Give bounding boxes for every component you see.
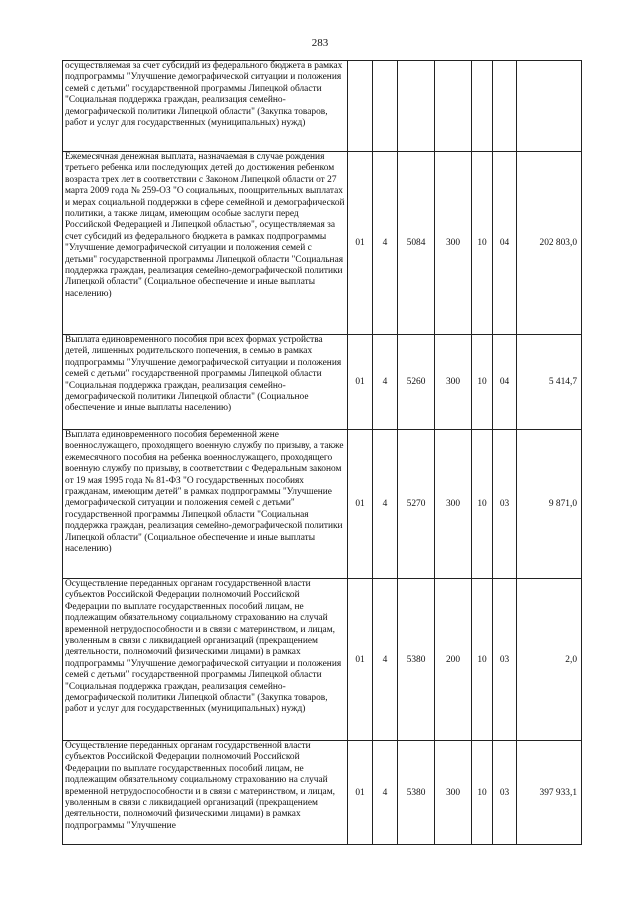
table-row bbox=[63, 152, 582, 335]
section-cell: 10 bbox=[472, 579, 493, 741]
expense-type-cell bbox=[435, 61, 472, 152]
subsection-cell bbox=[493, 61, 517, 152]
subprogram-code-cell: 4 bbox=[373, 741, 398, 845]
subprogram-code-cell: 4 bbox=[373, 430, 398, 579]
subsection-cell: 03 bbox=[493, 579, 517, 741]
amount-cell: 9 871,0 bbox=[517, 430, 582, 579]
row-description: Выплата единовременного пособия при всех формах устройства детей, лишенных родительского попечения, в семью в рамках подпрограммы "Улучшение демографической ситуации и положения семей с детьми" государственной программы Липецкой области "Социальная поддержка граждан, реализация семейно-демографической политики Липецкой области" (Социальное обеспечение и иные выплаты населению) bbox=[63, 335, 348, 430]
subprogram-code-cell: 4 bbox=[373, 335, 398, 430]
row-description: осуществляемая за счет субсидий из федерального бюджета в рамках подпрограммы "Улучшение демографической ситуации и положения семей с детьми" государственной программы Липецкой области "Социальная поддержка граждан, реализация семейно-демографической политики Липецкой области" (Закупка товаров, работ и услуг для государственных (муниципальных) нужд) bbox=[63, 61, 348, 152]
page-number: 283 bbox=[311, 37, 329, 49]
amount-cell: 5 414,7 bbox=[517, 335, 582, 430]
row-description: Осуществление переданных органам государственной власти субъектов Российской Федерации полномочий Российской Федерации по выплате государственных пособий лицам, не подлежащим обязательному социальному страхованию на случай временной нетрудоспособности и в связи с материнством, и лицам, уволенным в связи с ликвидацией организаций (прекращением деятельности, полномочий физическими лицами) в рамках подпрограммы "Улучшение bbox=[63, 741, 348, 845]
amount-cell: 202 803,0 bbox=[517, 152, 582, 335]
expense-type-cell: 300 bbox=[435, 335, 472, 430]
budget-table bbox=[62, 60, 582, 845]
section-cell: 10 bbox=[472, 152, 493, 335]
subprogram-code-cell bbox=[373, 61, 398, 152]
expense-type-cell: 300 bbox=[435, 430, 472, 579]
program-code-cell: 01 bbox=[348, 579, 373, 741]
table-row bbox=[63, 430, 582, 579]
subsection-cell: 04 bbox=[493, 335, 517, 430]
direction-code-cell: 5260 bbox=[398, 335, 435, 430]
section-cell bbox=[472, 61, 493, 152]
section-cell: 10 bbox=[472, 335, 493, 430]
section-cell: 10 bbox=[472, 430, 493, 579]
expense-type-cell: 300 bbox=[435, 741, 472, 845]
subsection-cell: 04 bbox=[493, 152, 517, 335]
program-code-cell: 01 bbox=[348, 335, 373, 430]
amount-cell: 397 933,1 bbox=[517, 741, 582, 845]
program-code-cell bbox=[348, 61, 373, 152]
table-row bbox=[63, 61, 582, 152]
subprogram-code-cell: 4 bbox=[373, 152, 398, 335]
subsection-cell: 03 bbox=[493, 430, 517, 579]
row-description: Ежемесячная денежная выплата, назначаемая в случае рождения третьего ребенка или последующих детей до достижения ребенком возраста трех лет в соответствии с Законом Липецкой области от 27 марта 2009 года № 259-ОЗ "О социальных, поощрительных выплатах и мерах социальной поддержки в сфере семейной и демографической политики, а также лицам, имеющим особые заслуги перед Российской Федерацией и Липецкой областью", осуществляемая за счет субсидий из федерального бюджета в рамках подпрограммы "Улучшение демографической ситуации и положения семей с детьми" государственной программы Липецкой области "Социальная поддержка граждан, реализация семейно-демографической политики Липецкой области" (Социальное обеспечение и иные выплаты населению) bbox=[63, 152, 348, 335]
program-code-cell: 01 bbox=[348, 152, 373, 335]
table-row bbox=[63, 741, 582, 845]
direction-code-cell: 5380 bbox=[398, 741, 435, 845]
table-row bbox=[63, 335, 582, 430]
row-description: Выплата единовременного пособия беременной жене военнослужащего, проходящего военную службу по призыву, а также ежемесячного пособия на ребенка военнослужащего, проходящего военную службу по призыву, в соответствии с Федеральным законом от 19 мая 1995 года № 81-ФЗ "О государственных пособиях гражданам, имеющим детей" в рамках подпрограммы "Улучшение демографической ситуации и положения семей с детьми" государственной программы Липецкой области "Социальная поддержка граждан, реализация семейно-демографической политики Липецкой области" (Социальное обеспечение и иные выплаты населению) bbox=[63, 430, 348, 579]
amount-cell: 2,0 bbox=[517, 579, 582, 741]
subsection-cell: 03 bbox=[493, 741, 517, 845]
table-row bbox=[63, 579, 582, 741]
expense-type-cell: 200 bbox=[435, 579, 472, 741]
direction-code-cell: 5084 bbox=[398, 152, 435, 335]
expense-type-cell: 300 bbox=[435, 152, 472, 335]
section-cell: 10 bbox=[472, 741, 493, 845]
direction-code-cell: 5270 bbox=[398, 430, 435, 579]
row-description: Осуществление переданных органам государственной власти субъектов Российской Федерации полномочий Российской Федерации по выплате государственных пособий лицам, не подлежащим обязательному социальному страхованию на случай временной нетрудоспособности и в связи с материнством, и лицам, уволенным в связи с ликвидацией организаций (прекращением деятельности, полномочий физическими лицами) в рамках подпрограммы "Улучшение демографической ситуации и положения семей с детьми" государственной программы Липецкой области "Социальная поддержка граждан, реализация семейно-демографической политики Липецкой области" (Закупка товаров, работ и услуг для государственных (муниципальных) нужд) bbox=[63, 579, 348, 741]
program-code-cell: 01 bbox=[348, 430, 373, 579]
subprogram-code-cell: 4 bbox=[373, 579, 398, 741]
program-code-cell: 01 bbox=[348, 741, 373, 845]
direction-code-cell bbox=[398, 61, 435, 152]
amount-cell bbox=[517, 61, 582, 152]
direction-code-cell: 5380 bbox=[398, 579, 435, 741]
